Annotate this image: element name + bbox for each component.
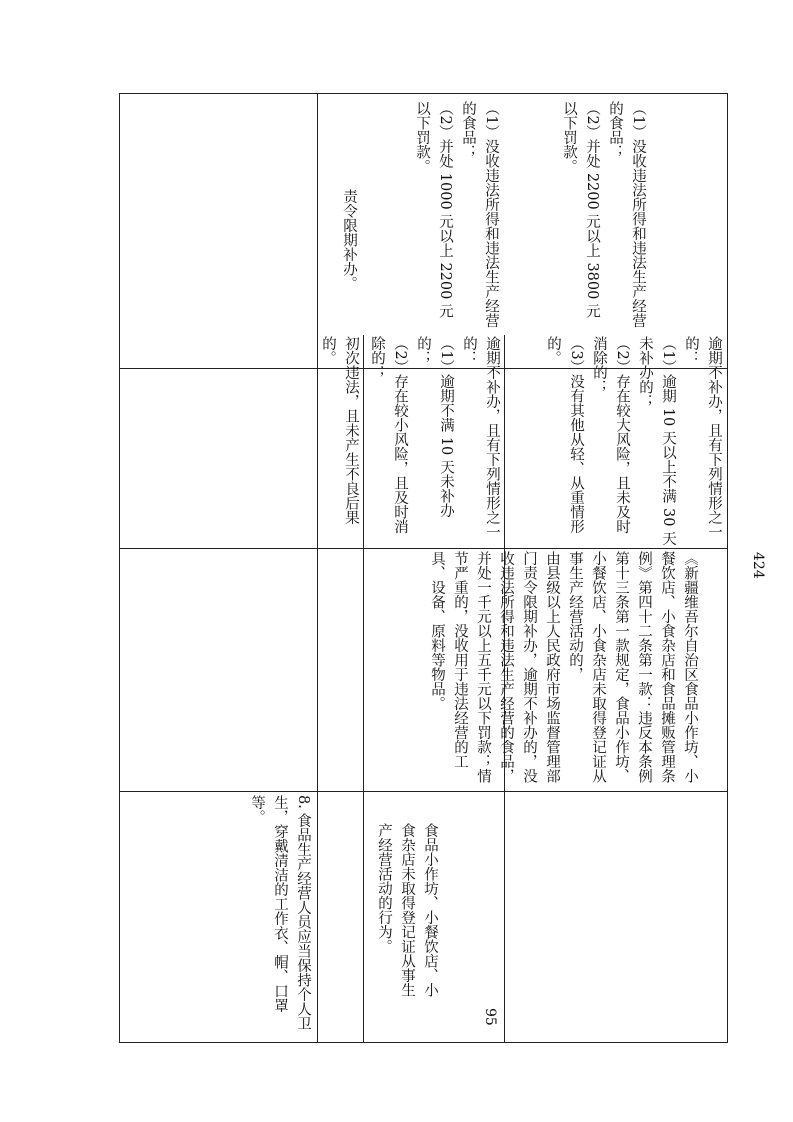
- table-border-left: [119, 93, 120, 1043]
- penalty-3-line-1: （1）没收违法所得和违法生产经营的食品；: [607, 101, 646, 328]
- row8-behavior-text: 8. 食品生产经营人员应当保持个人卫生，穿戴清洁的工作衣、帽、口罩等。: [249, 795, 311, 1031]
- page-number-right: 424: [750, 552, 766, 579]
- page-number-left: 95: [482, 1008, 498, 1026]
- legal-basis-cell: [321, 551, 701, 787]
- row-behavior-cell: [321, 823, 441, 998]
- circumstance-3-line-3: （2）存在较大风险，且未及时消除的；: [591, 336, 630, 534]
- table-border-right: [727, 93, 728, 1043]
- penalty-2-line-2: （2）并处 1000 元以上 2200 元以下罚款。: [414, 101, 453, 319]
- table-border-top: [119, 93, 728, 94]
- circumstance-cell-2: [366, 336, 503, 546]
- penalty-cell-2: [387, 101, 502, 331]
- circumstance-3-line-4: （3）没有其他从轻、从重情形的。: [545, 336, 584, 534]
- penalty-cell-1: [330, 189, 360, 331]
- circumstance-3-line-2: （1）逾期 10 天以上不满 30 天未补办的；: [637, 336, 676, 546]
- legal-basis-paragraph-2: 由县级以上人民政府市场监督管理部门责令限期补办，逾期不补办的，没收违法所得和违法生产经营的食品，并处一千元以上五千元以下罚款；情节严重的，没收用于违法经营的工具、设备、原料等物品。: [429, 551, 560, 783]
- row8-behavior-cell: [124, 795, 314, 1035]
- circumstance-3-line-1: 逾期不补办，且有下列情形之一的：: [683, 336, 722, 539]
- penalty-cell-3: [529, 101, 649, 331]
- circumstance-2-line-2: （1）逾期不满 10 天未补办的；: [415, 336, 454, 518]
- column-divider-1: [317, 93, 318, 1043]
- penalty-1-line-1: 责令限期补办。: [341, 189, 357, 291]
- circumstance-2-line-1: 逾期不补办，且有下列情形之一的：: [461, 336, 500, 539]
- circumstance-1-line-1: 初次违法，且未产生不良后果的。: [320, 336, 359, 525]
- circumstance-2-line-3: （2）存在较小风险，且及时消除的；: [369, 336, 408, 534]
- penalty-2-line-1: （1）没收违法所得和违法生产经营的食品；: [460, 101, 499, 328]
- circumstance-cell-3: [507, 336, 725, 546]
- circumstance-cell-1: [320, 336, 362, 546]
- legal-basis-paragraph-1: 《新疆维吾尔自治区食品小作坊、小餐饮店、小食杂店和食品摊贩管理条例》第四十二条第一款：违反本条例第十三条第一款规定，食品小作坊、小餐饮店、小食杂店未取得登记证从事生产经营活动的，: [567, 551, 698, 783]
- regulation-table: [119, 93, 728, 1043]
- table-border-bottom: [119, 1042, 728, 1043]
- row-behavior-text: 食品小作坊、小餐饮店、小食杂店未取得登记证从事生产经营活动的行为。: [376, 823, 438, 997]
- penalty-3-line-2: （2）并处 2200 元以上 3800 元以下罚款。: [561, 101, 600, 319]
- row-divider-circumstance: [119, 791, 728, 792]
- row-divider-basis: [119, 548, 728, 549]
